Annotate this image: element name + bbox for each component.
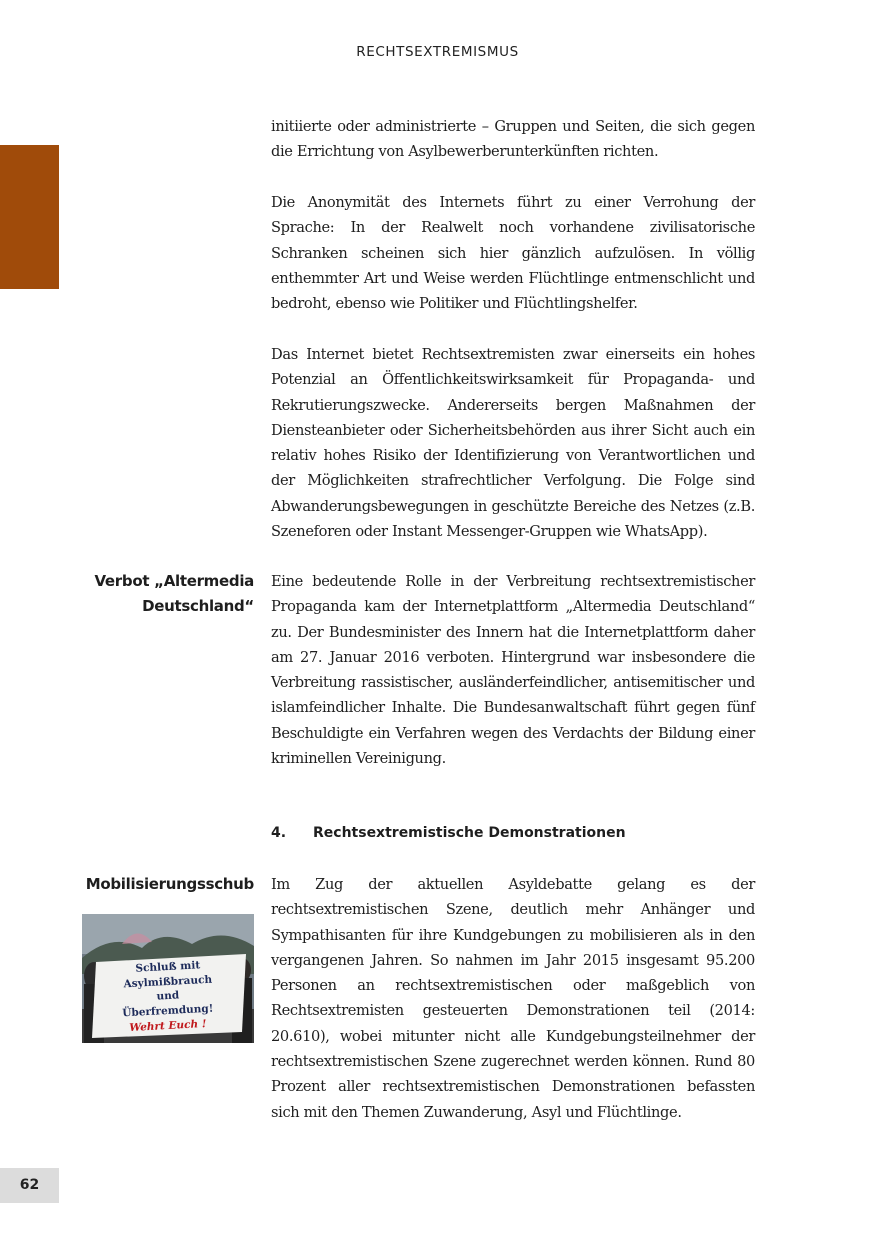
banner-line-4: Überfremdung! [122, 1002, 214, 1020]
marginal-note-verbot [54, 569, 254, 620]
section-heading [271, 822, 755, 844]
marginal-note-mobilisierung: Mobilisierungsschub [85, 875, 254, 893]
paragraph-2: Die Anonymität des Internets führt zu einer Verrohung der Sprache: In der Realwelt noch vorhandene zivilisatorische Schranken scheinen sich hier gänzlich aufzulösen. In völlig enthemmter Art und Weise werden Flüchtlinge entmenschlicht und bedroht, ebenso wie Politiker und Flüchtlingshelfer. [271, 194, 755, 313]
banner-line-5: Wehrt Euch ! [128, 1017, 207, 1035]
banner-line-2: Asylmißbrauch [123, 973, 213, 991]
paragraph-4: Eine bedeutende Rolle in der Verbreitung rechtsextremistischer Propaganda kam der Internetplattform „Altermedia Deutschland“ zu. Der Bundesminister des Innern hat die Internetplattform daher am 27. Januar 2016 verboten. Hintergrund war insbesondere die Verbreitung rassistischer, ausländerfeindlicher, antisemitischer und islamfeindlicher Inhalte. Die Bundesanwaltschaft führt gegen fünf Beschuldigte ein Verfahren wegen des Verdachts der Bildung einer kriminellen Vereinigung. [271, 573, 755, 768]
chapter-color-tab [0, 145, 59, 289]
paragraph-1: initiierte oder administrierte – Gruppen und Seiten, die sich gegen die Errichtung von Asylbewerberunterkünften richten. [271, 118, 755, 161]
section-title: Rechtsextremistische Demonstrationen [313, 825, 626, 841]
page-number: 62 [0, 1168, 59, 1203]
banner-line-1: Schluß mit [135, 959, 201, 975]
running-header: RECHTSEXTREMISMUS [356, 44, 519, 60]
banner-line-3: und [156, 989, 180, 1003]
paragraph-5: Im Zug der aktuellen Asyldebatte gelang es der rechtsextremistischen Szene, deutlich mehr Anhänger und Sympathisanten für ihre Kundgebungen zu mobilisieren als in den vergangenen Jahren. So nahmen im Jahr 2015 insgesamt 95.200 Personen an rechtsextremistischen oder maßgeblich von Rechtsextremisten gesteuerten Demonstrationen teil (2014: 20.610), wobei mitunter nicht alle Kundgebungsteilnehmer der rechtsextremistischen Szene zugerechnet werden können. Rund 80 Prozent aller rechtsextremistischen Demonstrationen befassten sich mit den Themen Zuwanderung, Asyl und Flüchtlinge. [271, 876, 755, 1121]
paragraph-3: Das Internet bietet Rechtsextremisten zwar einerseits ein hohes Potenzial an Öffentlichkeitswirksamkeit für Propaganda- und Rekrutierungszwecke. Andererseits bergen Maßnahmen der Diensteanbieter oder Sicherheitsbehörden aus ihrer Sicht auch ein relativ hohes Risiko der Identifizierung von Verantwortlichen und der Möglichkeiten strafrechtlicher Verfolgung. Die Folge sind Abwanderungsbewegungen in geschützte Bereiche des Netzes (z.B. Szeneforen oder Instant Messenger-Gruppen wie WhatsApp). [271, 346, 755, 541]
marginal-note-verbot-line2: Deutschland“ [142, 597, 254, 616]
section-number: 4. [271, 825, 287, 841]
marginal-note-verbot-line1: Verbot „Altermedia [94, 572, 254, 590]
demonstration-photo [82, 914, 254, 1043]
